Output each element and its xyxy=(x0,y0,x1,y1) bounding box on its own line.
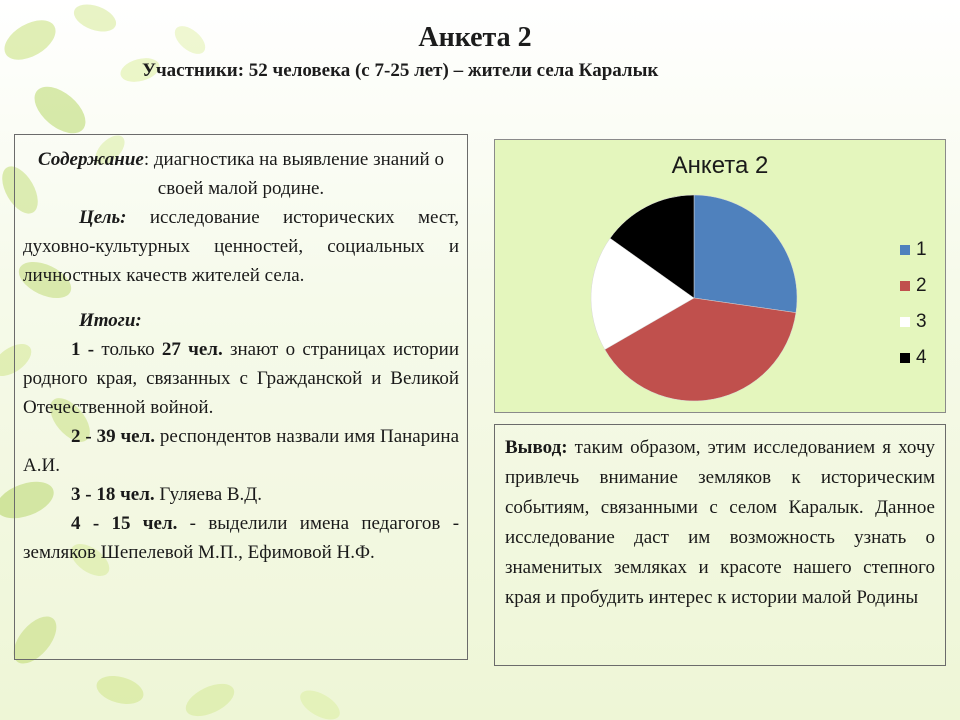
legend-swatch xyxy=(900,245,910,255)
conclusion-label: Вывод: xyxy=(505,437,568,458)
result-text: - выделили имена педагогов - земляков Шепелевой М.П., Ефимовой Н.Ф. xyxy=(23,513,460,563)
result-text: Гуляева В.Д. xyxy=(154,484,263,505)
result-number: 2 - xyxy=(71,426,92,447)
results-label-line xyxy=(23,306,459,335)
result-count: 15 чел. xyxy=(111,513,178,534)
result-count: 18 чел. xyxy=(96,484,155,505)
result-text: знают о страницах истории родного края, связанных с Гражданской и Великой Отечественной войной. xyxy=(23,339,460,418)
legend-item-4 xyxy=(900,340,927,376)
legend-item-3 xyxy=(900,304,927,340)
pie-svg xyxy=(495,140,947,414)
legend-label: 4 xyxy=(916,347,927,368)
legend-label: 3 xyxy=(916,311,927,332)
result-number: 3 - xyxy=(71,484,92,505)
goal-label: Цель: xyxy=(79,207,127,228)
legend-swatch xyxy=(900,317,910,327)
result-number: 1 - xyxy=(71,339,95,360)
goal-paragraph xyxy=(23,203,459,290)
result-item xyxy=(23,422,459,480)
result-item xyxy=(23,480,459,509)
goal-text: исследование исторических мест, духовно-культурных ценностей, социальных и личностных качеств жителей села. xyxy=(23,207,459,286)
content-text: : диагностика на выявление знаний о своей малой родине. xyxy=(143,149,444,199)
results-label: Итоги: xyxy=(79,310,142,331)
legend-item-1 xyxy=(900,232,927,268)
legend-swatch xyxy=(900,281,910,291)
legend-item-2 xyxy=(900,268,927,304)
result-spacer xyxy=(99,513,111,534)
slide-subtitle: Участники: 52 человека (с 7-25 лет) – жители села Каралык xyxy=(142,60,659,81)
legend-label: 1 xyxy=(916,239,927,260)
result-spacer: только xyxy=(94,339,162,360)
result-number: 4 - xyxy=(71,513,100,534)
result-text: респондентов назвали имя Панарина А.И. xyxy=(23,426,460,476)
result-item xyxy=(23,509,459,567)
legend-label: 2 xyxy=(916,275,927,296)
legend-swatch xyxy=(900,353,910,363)
results-list xyxy=(23,335,459,567)
chart-title: Анкета 2 xyxy=(671,152,769,179)
pie-chart xyxy=(494,139,946,413)
chart-legend xyxy=(900,232,927,376)
result-count: 27 чел. xyxy=(161,339,223,360)
result-count: 39 чел. xyxy=(96,426,156,447)
pie-slice-1 xyxy=(694,195,797,313)
conclusion-text: таким образом, этим исследованием я хочу привлечь внимание земляков к историческим событиям, связанными с селом Каралык. Данное исследование даст им возможность узнать о знаменитых земляках и красоте нашего степного края и пробудить интерес к истории малой Родины xyxy=(505,437,935,608)
result-item xyxy=(23,335,459,422)
content-label: Содержание xyxy=(38,149,144,170)
conclusion-paragraph xyxy=(505,433,935,613)
content-paragraph xyxy=(23,145,459,203)
slide-title: Анкета 2 xyxy=(418,22,532,53)
description-panel xyxy=(14,134,468,660)
conclusion-panel xyxy=(494,424,946,666)
